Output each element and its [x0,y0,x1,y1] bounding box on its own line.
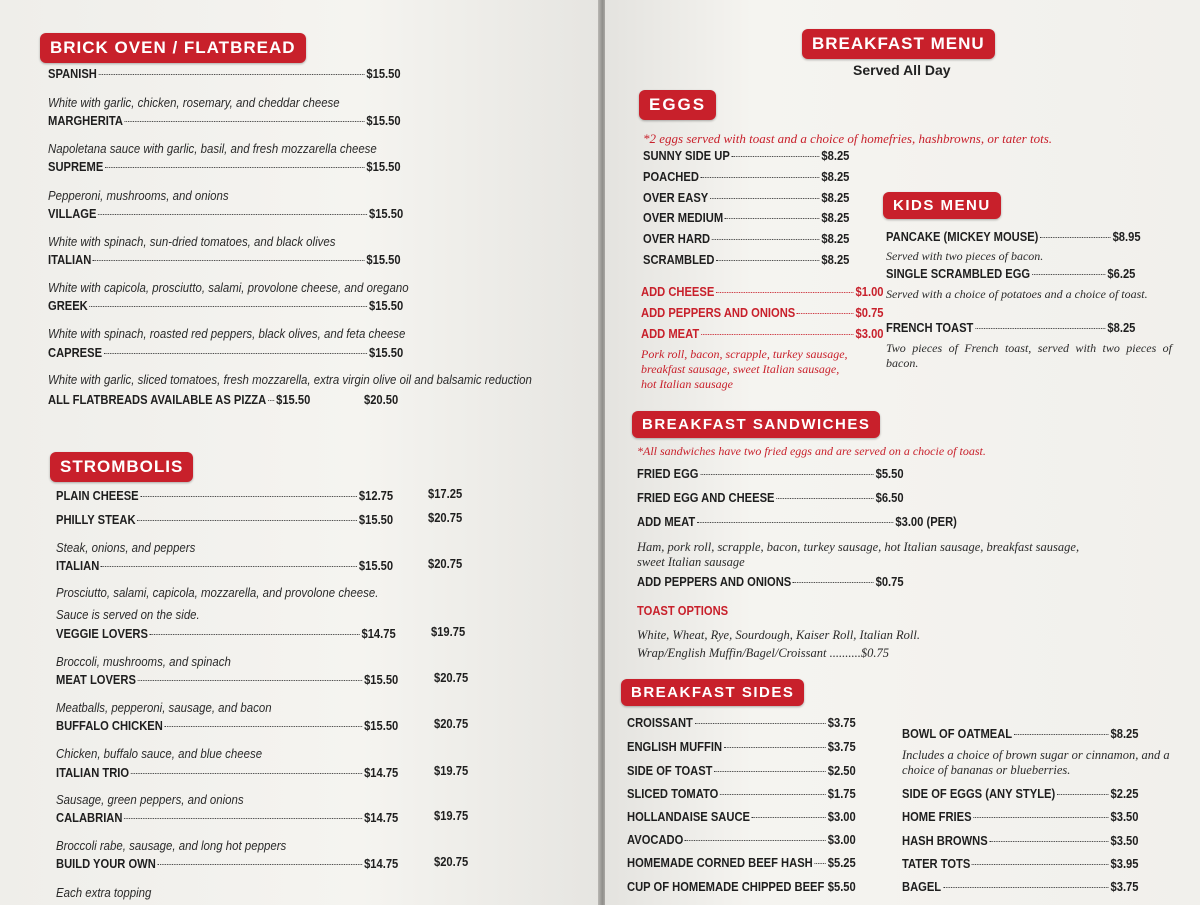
breakfast-heading: BREAKFAST MENU [802,29,995,59]
menu-item: HOMEMADE CORNED BEEF HASH $5.25 [627,855,856,870]
menu-item: HOME FRIES $3.50 [902,809,1139,824]
menu-item: PLAIN CHEESE $12.75 [56,488,394,503]
sides-heading: BREAKFAST SIDES [621,679,804,706]
menu-item: VEGGIE LOVERS $14.75 [56,626,396,641]
menu-item: PHILLY STEAK $15.50 [56,512,394,527]
menu-item: POACHED $8.25 [643,169,850,184]
item-description: White with spinach, sun-dried tomatoes, and black olives [48,234,336,249]
menu-item: HASH BROWNS $3.50 [902,833,1139,848]
meat-note: Pork roll, bacon, scrapple, turkey sausage, breakfast sausage, sweet Italian sausage, hot Italian sausage [641,347,848,391]
large-price: $19.75 [434,763,469,778]
menu-item: ENGLISH MUFFIN $3.75 [627,739,856,754]
large-price: $20.75 [428,556,463,571]
large-price: $17.25 [428,486,463,501]
menu-item: AVOCADO $3.00 [627,832,856,847]
menu-item: CAPRESE $15.50 [48,345,404,360]
item-description: Each extra topping [56,885,152,900]
item-description: Pepperoni, mushrooms, and onions [48,188,229,203]
item-description: Broccoli rabe, sausage, and long hot peppers [56,838,287,853]
menu-item: SIDE OF TOAST $2.50 [627,763,856,778]
menu-item: SINGLE SCRAMBLED EGG $6.25 [886,266,1136,281]
item-description: Two pieces of French toast, served with two pieces of bacon. [886,341,1172,370]
menu-item: OVER HARD $8.25 [643,231,850,246]
menu-item: CALABRIAN $14.75 [56,810,399,825]
menu-item: FRENCH TOAST $8.25 [886,320,1136,335]
toast-options-line: White, Wheat, Rye, Sourdough, Kaiser Roll, Italian Roll. [637,628,920,642]
menu-item: PANCAKE (MICKEY MOUSE) $8.95 [886,229,1141,244]
large-price: $20.75 [434,716,469,731]
menu-item: ITALIAN TRIO $14.75 [56,765,399,780]
item-description: Prosciutto, salami, capicola, mozzarella, and provolone cheese. [56,585,379,600]
menu-item: SUPREME $15.50 [48,159,401,174]
menu-item: HOLLANDAISE SAUCE $3.00 [627,809,856,824]
menu-item: VILLAGE $15.50 [48,206,404,221]
eggs-note: *2 eggs served with toast and a choice of homefries, hashbrowns, or tater tots. [643,131,1052,146]
large-price: $19.75 [434,808,469,823]
menu-item: BUILD YOUR OWN $14.75 [56,856,399,871]
menu-item: ITALIAN $15.50 [56,558,394,573]
menu-item-pizza: ALL FLATBREADS AVAILABLE AS PIZZA $15.50 [48,392,311,407]
addon-item: ADD MEAT $3.00 [641,326,884,341]
large-price: $20.75 [428,510,463,525]
menu-item: FRIED EGG $5.50 [637,466,904,481]
kids-heading: KIDS MENU [883,192,1001,219]
menu-item: ADD PEPPERS AND ONIONS $0.75 [637,574,904,589]
menu-item: OVER MEDIUM $8.25 [643,210,850,225]
item-description: Sausage, green peppers, and onions [56,792,244,807]
item-description: White with capicola, prosciutto, salami, provolone cheese, and oregano [48,280,409,295]
strombolis-heading: STROMBOLIS [50,452,193,482]
menu-item: BUFFALO CHICKEN $15.50 [56,718,399,733]
eggs-heading: EGGS [639,90,716,120]
item-description: Chicken, buffalo sauce, and blue cheese [56,746,263,761]
toast-options-line: Wrap/English Muffin/Bagel/Croissant ..........$0.75 [637,646,889,660]
menu-item: SPANISH $15.50 [48,66,401,81]
menu-item: SCRAMBLED $8.25 [643,252,850,267]
large-price: $20.75 [434,854,469,869]
sandwiches-heading: BREAKFAST SANDWICHES [632,411,880,438]
item-description: White with spinach, roasted red peppers, black olives, and feta cheese [48,326,406,341]
menu-item: SUNNY SIDE UP $8.25 [643,148,850,163]
item-description: White with garlic, chicken, rosemary, and cheddar cheese [48,95,340,110]
item-description: Sauce is served on the side. [56,607,200,622]
item-description: Meatballs, pepperoni, sausage, and bacon [56,700,272,715]
menu-item: MEAT LOVERS $15.50 [56,672,399,687]
menu-item: MARGHERITA $15.50 [48,113,401,128]
pizza-price: $20.50 [364,392,399,407]
item-description: Includes a choice of brown sugar or cinnamon, and a choice of bananas or blueberries. [902,748,1170,777]
meat-description: Ham, pork roll, scrapple, bacon, turkey sausage, hot Italian sausage, breakfast sausage, sweet Italian sausage [637,540,1080,569]
addon-item: ADD CHEESE $1.00 [641,284,884,299]
menu-item: SIDE OF EGGS (ANY STYLE) $2.25 [902,786,1139,801]
menu-item: BOWL OF OATMEAL $8.25 [902,726,1139,741]
menu-item: CUP OF HOMEMADE CHIPPED BEEF $5.50 [627,879,856,894]
item-description: Broccoli, mushrooms, and spinach [56,654,231,669]
menu-item: BAGEL $3.75 [902,879,1139,894]
menu-item: GREEK $15.50 [48,298,404,313]
menu-item: ITALIAN $15.50 [48,252,401,267]
menu-item: TATER TOTS $3.95 [902,856,1139,871]
right-page [605,0,1200,905]
addon-item: ADD PEPPERS AND ONIONS $0.75 [641,305,884,320]
menu-item: SLICED TOMATO $1.75 [627,786,856,801]
large-price: $19.75 [431,624,466,639]
toast-options-title: TOAST OPTIONS [637,603,729,618]
item-description: Steak, onions, and peppers [56,540,196,555]
large-price: $20.75 [434,670,469,685]
menu-item: CROISSANT $3.75 [627,715,856,730]
item-description: Served with two pieces of bacon. [886,249,1044,263]
item-description: White with garlic, sliced tomatoes, fresh mozzarella, extra virgin olive oil and balsamic reduction [48,372,532,387]
breakfast-subtitle: Served All Day [853,62,951,78]
sandwiches-note: *All sandwiches have two fried eggs and are served on a chocie of toast. [637,444,986,458]
flatbread-heading: BRICK OVEN / FLATBREAD [40,33,306,63]
menu-item: FRIED EGG AND CHEESE $6.50 [637,490,904,505]
item-description: Served with a choice of potatoes and a choice of toast. [886,287,1148,301]
menu-item: ADD MEAT $3.00 (PER) [637,514,957,529]
menu-item: OVER EASY $8.25 [643,190,850,205]
item-description: Napoletana sauce with garlic, basil, and fresh mozzarella cheese [48,141,377,156]
